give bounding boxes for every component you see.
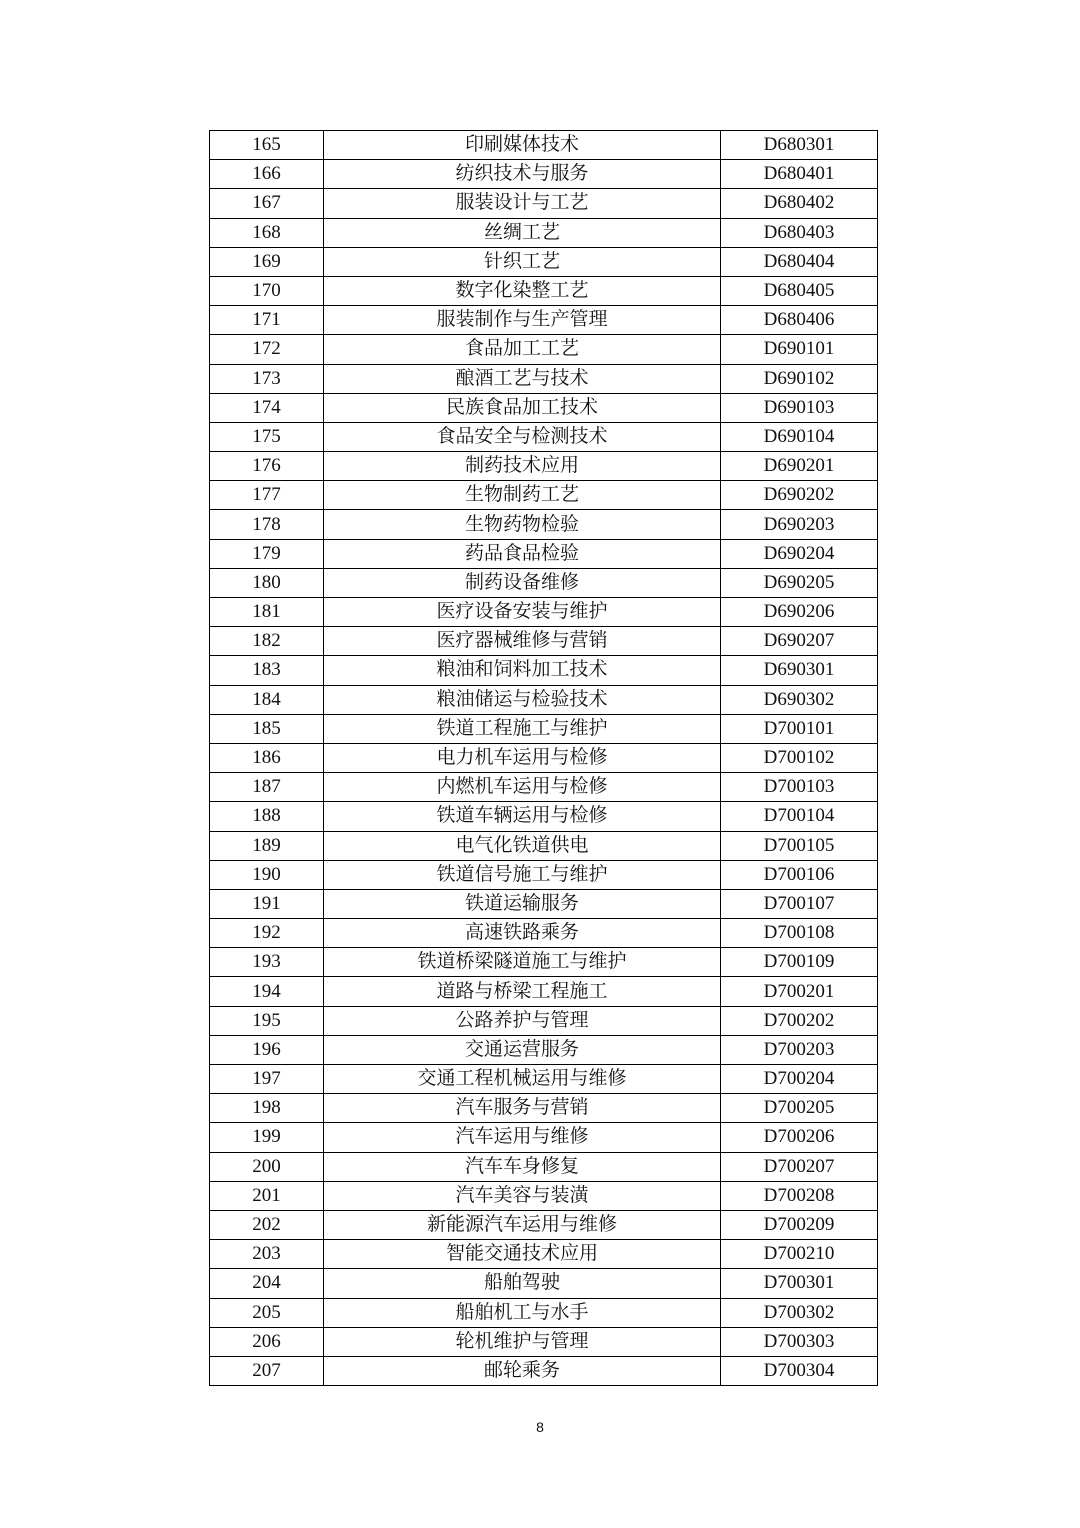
row-number-cell: 200	[210, 1152, 324, 1181]
row-number-cell: 189	[210, 831, 324, 860]
row-number-cell: 190	[210, 860, 324, 889]
major-name-cell: 汽车美容与装潢	[324, 1181, 721, 1210]
major-code-cell: D690102	[721, 364, 878, 393]
table-row	[210, 1123, 878, 1152]
major-name-cell: 铁道工程施工与维护	[324, 714, 721, 743]
major-code-cell: D700304	[721, 1356, 878, 1385]
table-row	[210, 218, 878, 247]
table-row	[210, 1035, 878, 1064]
major-code-cell: D680406	[721, 306, 878, 335]
major-name-cell: 轮机维护与管理	[324, 1327, 721, 1356]
major-code-cell: D700101	[721, 714, 878, 743]
table-row	[210, 1006, 878, 1035]
major-name-cell: 服装制作与生产管理	[324, 306, 721, 335]
table-row	[210, 247, 878, 276]
major-code-cell: D700201	[721, 977, 878, 1006]
table-row	[210, 948, 878, 977]
major-code-cell: D690201	[721, 452, 878, 481]
row-number-cell: 185	[210, 714, 324, 743]
row-number-cell: 179	[210, 539, 324, 568]
major-name-cell: 民族食品加工技术	[324, 393, 721, 422]
table-row	[210, 1152, 878, 1181]
table-row	[210, 393, 878, 422]
row-number-cell: 193	[210, 948, 324, 977]
major-code-cell: D690207	[721, 627, 878, 656]
row-number-cell: 202	[210, 1210, 324, 1239]
major-code-cell: D700303	[721, 1327, 878, 1356]
major-code-cell: D690204	[721, 539, 878, 568]
table-row	[210, 889, 878, 918]
table-row	[210, 1094, 878, 1123]
row-number-cell: 198	[210, 1094, 324, 1123]
major-name-cell: 制药设备维修	[324, 568, 721, 597]
row-number-cell: 172	[210, 335, 324, 364]
major-code-cell: D680301	[721, 131, 878, 160]
row-number-cell: 166	[210, 160, 324, 189]
row-number-cell: 201	[210, 1181, 324, 1210]
major-name-cell: 内燃机车运用与检修	[324, 773, 721, 802]
major-code-cell: D700103	[721, 773, 878, 802]
major-name-cell: 交通工程机械运用与维修	[324, 1065, 721, 1094]
major-name-cell: 新能源汽车运用与维修	[324, 1210, 721, 1239]
major-name-cell: 丝绸工艺	[324, 218, 721, 247]
major-code-cell: D700104	[721, 802, 878, 831]
row-number-cell: 174	[210, 393, 324, 422]
major-code-cell: D700302	[721, 1298, 878, 1327]
major-name-cell: 公路养护与管理	[324, 1006, 721, 1035]
major-code-cell: D700204	[721, 1065, 878, 1094]
major-code-cell: D690104	[721, 422, 878, 451]
table-row	[210, 1181, 878, 1210]
table-row	[210, 743, 878, 772]
major-code-cell: D700105	[721, 831, 878, 860]
major-name-cell: 医疗器械维修与营销	[324, 627, 721, 656]
major-code-cell: D680403	[721, 218, 878, 247]
row-number-cell: 177	[210, 481, 324, 510]
row-number-cell: 171	[210, 306, 324, 335]
table-row	[210, 131, 878, 160]
row-number-cell: 199	[210, 1123, 324, 1152]
table-row	[210, 510, 878, 539]
major-name-cell: 铁道信号施工与维护	[324, 860, 721, 889]
table-row	[210, 773, 878, 802]
row-number-cell: 205	[210, 1298, 324, 1327]
major-name-cell: 食品安全与检测技术	[324, 422, 721, 451]
row-number-cell: 167	[210, 189, 324, 218]
major-name-cell: 智能交通技术应用	[324, 1240, 721, 1269]
table-row	[210, 831, 878, 860]
table-row	[210, 1269, 878, 1298]
major-code-cell: D690206	[721, 598, 878, 627]
major-name-cell: 药品食品检验	[324, 539, 721, 568]
table-row	[210, 802, 878, 831]
table-row	[210, 1065, 878, 1094]
major-name-cell: 道路与桥梁工程施工	[324, 977, 721, 1006]
major-code-cell: D700207	[721, 1152, 878, 1181]
row-number-cell: 182	[210, 627, 324, 656]
major-name-cell: 生物制药工艺	[324, 481, 721, 510]
row-number-cell: 170	[210, 276, 324, 305]
major-name-cell: 制药技术应用	[324, 452, 721, 481]
majors-table-body	[210, 131, 878, 1386]
row-number-cell: 181	[210, 598, 324, 627]
table-row	[210, 160, 878, 189]
major-name-cell: 铁道桥梁隧道施工与维护	[324, 948, 721, 977]
table-row	[210, 364, 878, 393]
major-code-cell: D700102	[721, 743, 878, 772]
table-row	[210, 860, 878, 889]
table-row	[210, 1240, 878, 1269]
major-code-cell: D690101	[721, 335, 878, 364]
major-code-cell: D700208	[721, 1181, 878, 1210]
table-row	[210, 714, 878, 743]
row-number-cell: 165	[210, 131, 324, 160]
major-name-cell: 铁道车辆运用与检修	[324, 802, 721, 831]
row-number-cell: 175	[210, 422, 324, 451]
row-number-cell: 207	[210, 1356, 324, 1385]
table-row	[210, 422, 878, 451]
major-code-cell: D700107	[721, 889, 878, 918]
table-row	[210, 598, 878, 627]
table-row	[210, 977, 878, 1006]
major-name-cell: 船舶机工与水手	[324, 1298, 721, 1327]
major-code-cell: D680404	[721, 247, 878, 276]
row-number-cell: 188	[210, 802, 324, 831]
major-name-cell: 酿酒工艺与技术	[324, 364, 721, 393]
major-name-cell: 粮油储运与检验技术	[324, 685, 721, 714]
major-code-cell: D700205	[721, 1094, 878, 1123]
major-code-cell: D690103	[721, 393, 878, 422]
major-name-cell: 纺织技术与服务	[324, 160, 721, 189]
row-number-cell: 184	[210, 685, 324, 714]
major-name-cell: 电力机车运用与检修	[324, 743, 721, 772]
table-row	[210, 568, 878, 597]
row-number-cell: 194	[210, 977, 324, 1006]
major-code-cell: D700109	[721, 948, 878, 977]
table-row	[210, 335, 878, 364]
major-name-cell: 粮油和饲料加工技术	[324, 656, 721, 685]
major-name-cell: 针织工艺	[324, 247, 721, 276]
row-number-cell: 176	[210, 452, 324, 481]
major-code-cell: D690302	[721, 685, 878, 714]
major-name-cell: 铁道运输服务	[324, 889, 721, 918]
table-row	[210, 656, 878, 685]
table-row	[210, 276, 878, 305]
row-number-cell: 183	[210, 656, 324, 685]
major-code-cell: D700108	[721, 919, 878, 948]
table-row	[210, 1298, 878, 1327]
major-code-cell: D700106	[721, 860, 878, 889]
major-name-cell: 汽车运用与维修	[324, 1123, 721, 1152]
row-number-cell: 195	[210, 1006, 324, 1035]
major-code-cell: D700209	[721, 1210, 878, 1239]
major-code-cell: D680402	[721, 189, 878, 218]
table-row	[210, 481, 878, 510]
major-code-cell: D690202	[721, 481, 878, 510]
major-code-cell: D700202	[721, 1006, 878, 1035]
table-row	[210, 1356, 878, 1385]
row-number-cell: 178	[210, 510, 324, 539]
major-name-cell: 高速铁路乘务	[324, 919, 721, 948]
table-row	[210, 539, 878, 568]
table-row	[210, 306, 878, 335]
row-number-cell: 186	[210, 743, 324, 772]
row-number-cell: 204	[210, 1269, 324, 1298]
row-number-cell: 180	[210, 568, 324, 597]
major-code-cell: D680401	[721, 160, 878, 189]
table-row	[210, 189, 878, 218]
major-name-cell: 汽车服务与营销	[324, 1094, 721, 1123]
majors-table	[209, 130, 878, 1386]
major-name-cell: 邮轮乘务	[324, 1356, 721, 1385]
major-name-cell: 交通运营服务	[324, 1035, 721, 1064]
major-name-cell: 食品加工工艺	[324, 335, 721, 364]
table-row	[210, 919, 878, 948]
major-name-cell: 生物药物检验	[324, 510, 721, 539]
table-row	[210, 452, 878, 481]
major-name-cell: 船舶驾驶	[324, 1269, 721, 1298]
table-row	[210, 685, 878, 714]
row-number-cell: 191	[210, 889, 324, 918]
major-code-cell: D700203	[721, 1035, 878, 1064]
row-number-cell: 203	[210, 1240, 324, 1269]
major-code-cell: D690205	[721, 568, 878, 597]
major-name-cell: 印刷媒体技术	[324, 131, 721, 160]
major-name-cell: 医疗设备安装与维护	[324, 598, 721, 627]
table-row	[210, 1327, 878, 1356]
row-number-cell: 192	[210, 919, 324, 948]
table-row	[210, 1210, 878, 1239]
row-number-cell: 187	[210, 773, 324, 802]
row-number-cell: 173	[210, 364, 324, 393]
table-row	[210, 627, 878, 656]
major-code-cell: D700206	[721, 1123, 878, 1152]
row-number-cell: 206	[210, 1327, 324, 1356]
major-code-cell: D700301	[721, 1269, 878, 1298]
row-number-cell: 197	[210, 1065, 324, 1094]
major-code-cell: D700210	[721, 1240, 878, 1269]
major-code-cell: D690203	[721, 510, 878, 539]
row-number-cell: 196	[210, 1035, 324, 1064]
row-number-cell: 169	[210, 247, 324, 276]
major-name-cell: 服装设计与工艺	[324, 189, 721, 218]
page-number: 8	[536, 1419, 544, 1435]
major-name-cell: 汽车车身修复	[324, 1152, 721, 1181]
major-code-cell: D680405	[721, 276, 878, 305]
major-code-cell: D690301	[721, 656, 878, 685]
major-name-cell: 电气化铁道供电	[324, 831, 721, 860]
major-name-cell: 数字化染整工艺	[324, 276, 721, 305]
row-number-cell: 168	[210, 218, 324, 247]
